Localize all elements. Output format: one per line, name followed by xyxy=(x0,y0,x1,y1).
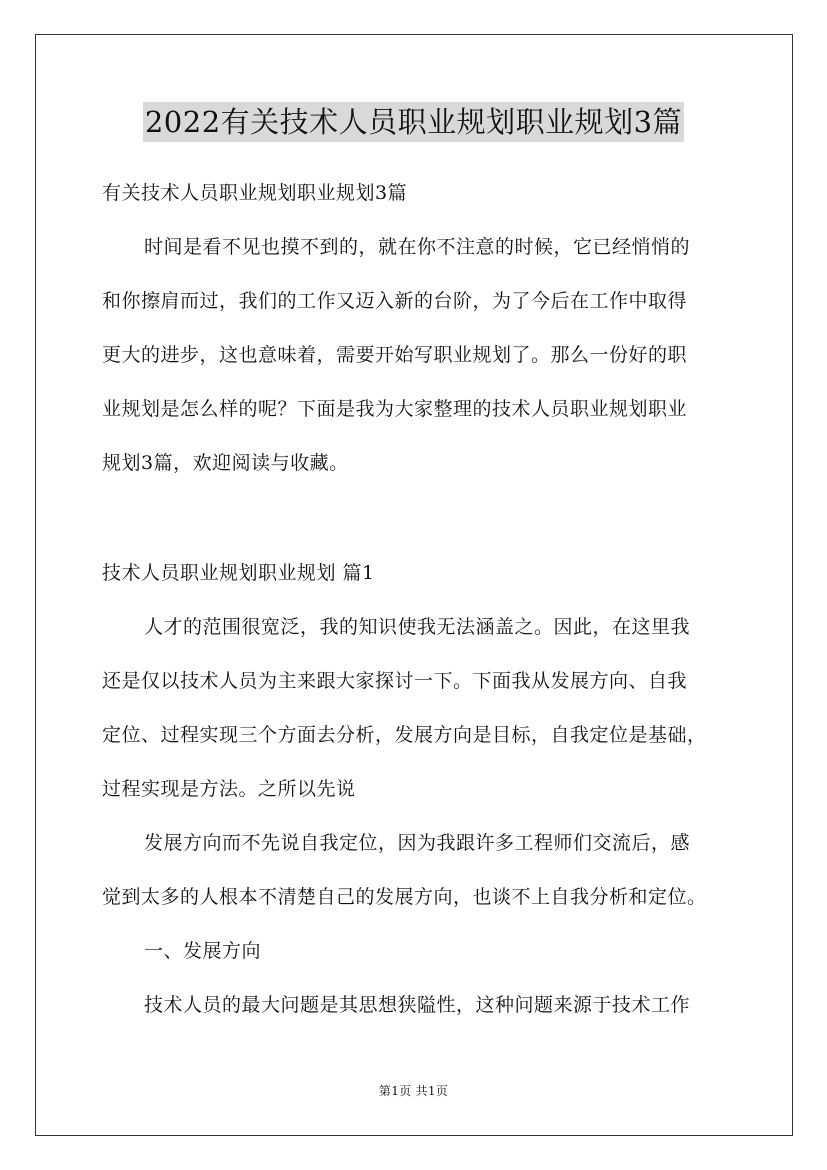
section1-line-2: 还是仅以技术人员为主来跟大家探讨一下。下面我从发展方向、自我 xyxy=(102,670,688,692)
subtitle: 有关技术人员职业规划职业规划3篇 xyxy=(102,182,408,204)
section1-line-3: 定位、过程实现三个方面去分析，发展方向是目标，自我定位是基础， xyxy=(102,724,707,746)
intro-line-1: 时间是看不见也摸不到的，就在你不注意的时候，它已经悄悄的 xyxy=(144,236,691,258)
page-footer: 第1页 共1页 xyxy=(378,1084,449,1098)
section1-line-4: 过程实现是方法。之所以先说 xyxy=(102,778,356,800)
section1-line-8: 技术人员的最大问题是其思想狭隘性，这种问题来源于技术工作 xyxy=(144,994,691,1016)
intro-line-2: 和你擦肩而过，我们的工作又迈入新的台阶，为了今后在工作中取得 xyxy=(102,290,688,312)
section1-heading: 技术人员职业规划职业规划 篇1 xyxy=(102,562,375,584)
section1-heading-direction: 一、发展方向 xyxy=(144,940,262,962)
title-container xyxy=(0,102,827,142)
document-title: 2022有关技术人员职业规划职业规划3篇 xyxy=(143,102,684,142)
intro-line-3: 更大的进步，这也意味着，需要开始写职业规划了。那么一份好的职 xyxy=(102,344,688,366)
section1-line-6: 觉到太多的人根本不清楚自己的发展方向，也谈不上自我分析和定位。 xyxy=(102,886,707,908)
intro-line-4: 业规划是怎么样的呢？下面是我为大家整理的技术人员职业规划职业 xyxy=(102,398,688,420)
section1-line-1: 人才的范围很宽泛，我的知识使我无法涵盖之。因此，在这里我 xyxy=(144,616,691,638)
section1-line-5: 发展方向而不先说自我定位，因为我跟许多工程师们交流后，感 xyxy=(144,832,691,854)
intro-line-5: 规划3篇，欢迎阅读与收藏。 xyxy=(102,452,349,474)
